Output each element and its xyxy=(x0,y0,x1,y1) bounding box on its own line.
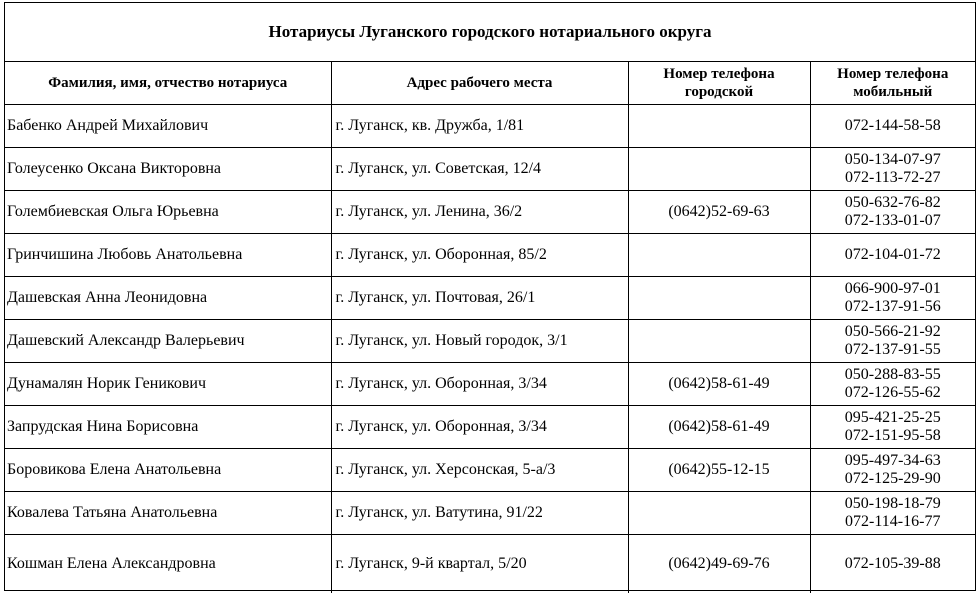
notary-name-cell: Дашевский Александр Валерьевич xyxy=(5,320,331,363)
mobile-phone-number: 072-137-91-56 xyxy=(844,298,941,315)
city-phone-cell: (0642)58-61-49 xyxy=(628,406,810,449)
mobile-phone-number: 066-900-97-01 xyxy=(844,280,941,297)
header-address: Адрес рабочего места xyxy=(331,62,628,105)
mobile-phone-number: 095-421-25-25 xyxy=(844,409,941,426)
header-name: Фамилия, имя, отчество нотариуса xyxy=(5,62,331,105)
document-title: Нотариусы Луганского городского нотариального округа xyxy=(5,3,975,62)
mobile-phone-number: 050-198-18-79 xyxy=(844,495,941,512)
table-row xyxy=(5,535,975,594)
notary-name-cell: Кошман Елена Александровна xyxy=(5,535,331,594)
mobile-phone-number: 072-137-91-55 xyxy=(844,341,941,358)
address-cell: г. Луганск, ул. Оборонная, 3/34 xyxy=(331,363,628,406)
notary-name-cell: Гринчишина Любовь Анатольевна xyxy=(5,234,331,277)
mobile-phone-number: 072-105-39-88 xyxy=(844,555,941,572)
table-row xyxy=(5,234,975,277)
notaries-document xyxy=(4,2,976,591)
notary-name-cell: Запрудская Нина Борисовна xyxy=(5,406,331,449)
table-row xyxy=(5,492,975,535)
mobile-phone-number: 072-113-72-27 xyxy=(845,169,941,186)
city-phone-cell xyxy=(628,234,810,277)
city-phone-cell: (0642)52-69-63 xyxy=(628,191,810,234)
table-row xyxy=(5,191,975,234)
mobile-phone-number: 050-288-83-55 xyxy=(844,366,941,383)
mobile-phone-number: 072-126-55-62 xyxy=(844,384,941,401)
address-cell: г. Луганск, 9-й квартал, 5/20 xyxy=(331,535,628,594)
header-mobile-phone-line: Номер телефона xyxy=(837,66,949,82)
table-row xyxy=(5,148,975,191)
notary-name-cell: Дашевская Анна Леонидовна xyxy=(5,277,331,320)
mobile-phone-number: 050-632-76-82 xyxy=(844,194,941,211)
mobile-phone-cell xyxy=(810,492,975,535)
address-cell: г. Луганск, кв. Дружба, 1/81 xyxy=(331,105,628,148)
header-city-phone xyxy=(628,62,810,105)
table-row xyxy=(5,363,975,406)
notary-name-cell: Дунамалян Норик Геникович xyxy=(5,363,331,406)
mobile-phone-number: 072-114-16-77 xyxy=(845,513,941,530)
notaries-table xyxy=(5,62,975,593)
notary-name-cell: Голеусенко Оксана Викторовна xyxy=(5,148,331,191)
city-phone-cell xyxy=(628,105,810,148)
mobile-phone-cell xyxy=(810,148,975,191)
mobile-phone-cell xyxy=(810,449,975,492)
table-row xyxy=(5,105,975,148)
header-mobile-phone-line: мобильный xyxy=(853,84,933,100)
mobile-phone-number: 072-133-01-07 xyxy=(844,212,941,229)
city-phone-cell: (0642)49-69-76 xyxy=(628,535,810,594)
address-cell: г. Луганск, ул. Советская, 12/4 xyxy=(331,148,628,191)
city-phone-cell xyxy=(628,148,810,191)
address-cell: г. Луганск, ул. Оборонная, 3/34 xyxy=(331,406,628,449)
table-row xyxy=(5,277,975,320)
address-cell: г. Луганск, ул. Почтовая, 26/1 xyxy=(331,277,628,320)
header-city-phone-line: Номер телефона xyxy=(663,66,775,82)
mobile-phone-number: 072-104-01-72 xyxy=(844,246,941,263)
notary-name-cell: Голембиевская Ольга Юрьевна xyxy=(5,191,331,234)
table-body xyxy=(5,105,975,594)
mobile-phone-number: 072-125-29-90 xyxy=(844,470,941,487)
address-cell: г. Луганск, ул. Херсонская, 5-а/3 xyxy=(331,449,628,492)
mobile-phone-cell xyxy=(810,320,975,363)
table-row xyxy=(5,449,975,492)
mobile-phone-cell xyxy=(810,191,975,234)
city-phone-cell xyxy=(628,277,810,320)
city-phone-cell xyxy=(628,492,810,535)
mobile-phone-cell xyxy=(810,277,975,320)
mobile-phone-cell xyxy=(810,406,975,449)
address-cell: г. Луганск, ул. Ватутина, 91/22 xyxy=(331,492,628,535)
mobile-phone-number: 050-134-07-97 xyxy=(844,151,941,168)
mobile-phone-cell xyxy=(810,105,975,148)
address-cell: г. Луганск, ул. Новый городок, 3/1 xyxy=(331,320,628,363)
mobile-phone-number: 072-144-58-58 xyxy=(844,117,941,134)
mobile-phone-number: 095-497-34-63 xyxy=(844,452,941,469)
address-cell: г. Луганск, ул. Оборонная, 85/2 xyxy=(331,234,628,277)
table-header-row xyxy=(5,62,975,105)
mobile-phone-cell xyxy=(810,535,975,594)
table-row xyxy=(5,406,975,449)
notary-name-cell: Боровикова Елена Анатольевна xyxy=(5,449,331,492)
header-city-phone-line: городской xyxy=(684,84,754,100)
notary-name-cell: Бабенко Андрей Михайлович xyxy=(5,105,331,148)
mobile-phone-number: 050-566-21-92 xyxy=(844,323,941,340)
table-row xyxy=(5,320,975,363)
city-phone-cell xyxy=(628,320,810,363)
notary-name-cell: Ковалева Татьяна Анатольевна xyxy=(5,492,331,535)
header-mobile-phone xyxy=(810,62,975,105)
mobile-phone-cell xyxy=(810,363,975,406)
city-phone-cell: (0642)58-61-49 xyxy=(628,363,810,406)
address-cell: г. Луганск, ул. Ленина, 36/2 xyxy=(331,191,628,234)
mobile-phone-number: 072-151-95-58 xyxy=(844,427,941,444)
city-phone-cell: (0642)55-12-15 xyxy=(628,449,810,492)
mobile-phone-cell xyxy=(810,234,975,277)
